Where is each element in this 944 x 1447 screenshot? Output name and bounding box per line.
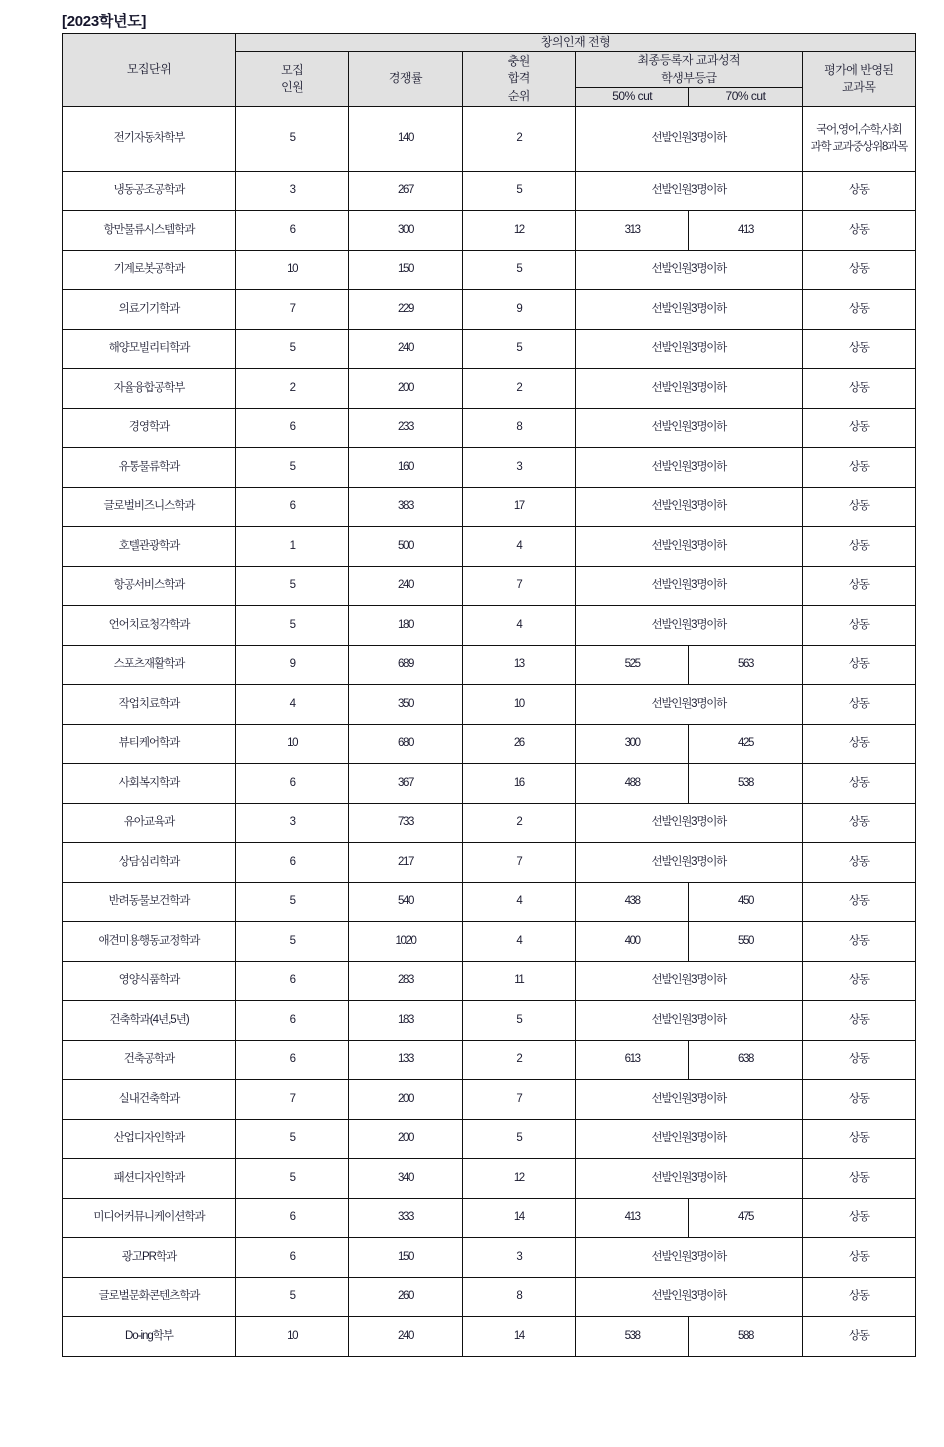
- table-row: [63, 1040, 916, 1080]
- cell-grade-note: 선발인원3명이하: [575, 448, 802, 488]
- cell-unit: 항공서비스학과: [63, 566, 236, 606]
- cell-unit: 글로벌문화콘텐츠학과: [63, 1277, 236, 1317]
- cell-fill-rank: 5: [462, 1119, 575, 1159]
- cell-quota: 7: [236, 290, 349, 330]
- table-row: [63, 803, 916, 843]
- cell-grade-note: 선발인원3명이하: [575, 606, 802, 646]
- cell-ratio: 180: [349, 606, 462, 646]
- table-row: [63, 1198, 916, 1238]
- cell-fill-rank: 4: [462, 527, 575, 567]
- cell-quota: 3: [236, 171, 349, 211]
- cell-quota: 7: [236, 1080, 349, 1120]
- table-row: [63, 1119, 916, 1159]
- cell-quota: 6: [236, 843, 349, 883]
- cell-grade-note: 선발인원3명이하: [575, 487, 802, 527]
- cell-subjects: 상동: [802, 1277, 915, 1317]
- cell-quota: 6: [236, 211, 349, 251]
- cell-unit: 기계로봇공학과: [63, 250, 236, 290]
- page-title: [2023학년도]: [62, 13, 147, 30]
- cell-unit: 글로벌비즈니스학과: [63, 487, 236, 527]
- cell-fill-rank: 7: [462, 843, 575, 883]
- cell-ratio: 217: [349, 843, 462, 883]
- cell-subjects: [802, 106, 915, 171]
- header-quota-line1: 모집: [281, 62, 304, 77]
- cell-fill-rank: 7: [462, 566, 575, 606]
- cell-quota: 5: [236, 606, 349, 646]
- header-rank-line3: 순위: [507, 88, 530, 103]
- cell-fill-rank: 11: [462, 961, 575, 1001]
- cell-fill-rank: 5: [462, 171, 575, 211]
- cell-unit: 해양모빌리티학과: [63, 329, 236, 369]
- cell-ratio: 733: [349, 803, 462, 843]
- cell-fill-rank: 2: [462, 1040, 575, 1080]
- cell-unit: 상담심리학과: [63, 843, 236, 883]
- table-row: [63, 250, 916, 290]
- cell-grade-note: 선발인원3명이하: [575, 250, 802, 290]
- cell-ratio: 350: [349, 685, 462, 725]
- cell-subjects: 상동: [802, 290, 915, 330]
- cell-quota: 10: [236, 1317, 349, 1357]
- cell-ratio: 150: [349, 250, 462, 290]
- table-row: [63, 1317, 916, 1357]
- cell-quota: 5: [236, 1119, 349, 1159]
- table-row: [63, 1159, 916, 1199]
- table-row: [63, 448, 916, 488]
- cell-unit: 전기자동차학부: [63, 106, 236, 171]
- cell-cut50: 300: [575, 724, 688, 764]
- cell-cut70: 588: [689, 1317, 802, 1357]
- cell-ratio: 367: [349, 764, 462, 804]
- cell-ratio: 689: [349, 645, 462, 685]
- cell-quota: 5: [236, 922, 349, 962]
- cell-unit: 뷰티케어학과: [63, 724, 236, 764]
- header-admission-type: 창의인재 전형: [236, 34, 916, 52]
- cell-fill-rank: 8: [462, 408, 575, 448]
- cell-subjects: 상동: [802, 211, 915, 251]
- cell-quota: 5: [236, 448, 349, 488]
- cell-subjects: 상동: [802, 1040, 915, 1080]
- cell-fill-rank: 17: [462, 487, 575, 527]
- cell-subjects: 상동: [802, 369, 915, 409]
- table-row: [63, 171, 916, 211]
- cell-grade-note: 선발인원3명이하: [575, 566, 802, 606]
- cell-subjects: 상동: [802, 1001, 915, 1041]
- cell-grade-note: 선발인원3명이하: [575, 408, 802, 448]
- cell-ratio: 233: [349, 408, 462, 448]
- cell-fill-rank: 2: [462, 803, 575, 843]
- cell-grade-note: 선발인원3명이하: [575, 961, 802, 1001]
- table-row: [63, 487, 916, 527]
- cell-ratio: 300: [349, 211, 462, 251]
- cell-fill-rank: 14: [462, 1317, 575, 1357]
- cell-unit: 호텔관광학과: [63, 527, 236, 567]
- cell-fill-rank: 4: [462, 882, 575, 922]
- cell-ratio: 540: [349, 882, 462, 922]
- cell-unit: 언어치료청각학과: [63, 606, 236, 646]
- table-row: [63, 527, 916, 567]
- cell-cut70: 563: [689, 645, 802, 685]
- cell-grade-note: 선발인원3명이하: [575, 1001, 802, 1041]
- cell-quota: 6: [236, 1040, 349, 1080]
- cell-ratio: 283: [349, 961, 462, 1001]
- cell-fill-rank: 9: [462, 290, 575, 330]
- cell-quota: 5: [236, 106, 349, 171]
- table-row: [63, 843, 916, 883]
- cell-quota: 6: [236, 961, 349, 1001]
- cell-unit: 애견미용행동교정학과: [63, 922, 236, 962]
- cell-ratio: 140: [349, 106, 462, 171]
- cell-subjects: 상동: [802, 724, 915, 764]
- cell-subjects: 상동: [802, 961, 915, 1001]
- cell-quota: 9: [236, 645, 349, 685]
- header-cut50: 50% cut: [575, 88, 688, 106]
- cell-fill-rank: 4: [462, 606, 575, 646]
- cell-quota: 5: [236, 329, 349, 369]
- cell-quota: 5: [236, 1159, 349, 1199]
- cell-cut70: 638: [689, 1040, 802, 1080]
- cell-ratio: 260: [349, 1277, 462, 1317]
- cell-quota: 5: [236, 882, 349, 922]
- table-row: [63, 408, 916, 448]
- cell-ratio: 240: [349, 566, 462, 606]
- table-row: [63, 106, 916, 171]
- cell-subjects: 상동: [802, 922, 915, 962]
- cell-unit: 의료기기학과: [63, 290, 236, 330]
- cell-ratio: 1020: [349, 922, 462, 962]
- header-row-1: [63, 34, 916, 52]
- cell-fill-rank: 4: [462, 922, 575, 962]
- cell-ratio: 240: [349, 1317, 462, 1357]
- cell-unit: Do-ing학부: [63, 1317, 236, 1357]
- cell-subjects: 상동: [802, 843, 915, 883]
- header-subject-line2: 교과목: [842, 79, 876, 94]
- cell-subjects: 상동: [802, 171, 915, 211]
- cell-fill-rank: 3: [462, 1238, 575, 1278]
- cell-fill-rank: 10: [462, 685, 575, 725]
- cell-ratio: 229: [349, 290, 462, 330]
- cell-cut50: 525: [575, 645, 688, 685]
- cell-quota: 6: [236, 1198, 349, 1238]
- cell-fill-rank: 3: [462, 448, 575, 488]
- cell-ratio: 267: [349, 171, 462, 211]
- cell-fill-rank: 5: [462, 329, 575, 369]
- header-score-line1: 최종등록자 교과성적: [637, 53, 741, 68]
- cell-cut70: 475: [689, 1198, 802, 1238]
- cell-ratio: 200: [349, 1119, 462, 1159]
- cell-subjects: 상동: [802, 566, 915, 606]
- cell-subjects: 상동: [802, 1119, 915, 1159]
- cell-unit: 경영학과: [63, 408, 236, 448]
- cell-unit: 산업디자인학과: [63, 1119, 236, 1159]
- cell-fill-rank: 8: [462, 1277, 575, 1317]
- cell-quota: 6: [236, 764, 349, 804]
- cell-unit: 영양식품학과: [63, 961, 236, 1001]
- table-row: [63, 290, 916, 330]
- cell-unit: 유통물류학과: [63, 448, 236, 488]
- cell-subjects: 상동: [802, 1317, 915, 1357]
- cell-subjects: 상동: [802, 803, 915, 843]
- cell-unit: 패션디자인학과: [63, 1159, 236, 1199]
- table-row: [63, 882, 916, 922]
- cell-cut50: 613: [575, 1040, 688, 1080]
- cell-fill-rank: 2: [462, 369, 575, 409]
- cell-grade-note: 선발인원3명이하: [575, 369, 802, 409]
- cell-subjects: 상동: [802, 882, 915, 922]
- cell-subjects: 상동: [802, 764, 915, 804]
- header-rank-line1: 충원: [507, 53, 530, 68]
- cell-grade-note: 선발인원3명이하: [575, 106, 802, 171]
- cell-ratio: 150: [349, 1238, 462, 1278]
- cell-unit: 미디어커뮤니케이션학과: [63, 1198, 236, 1238]
- cell-subjects: 상동: [802, 408, 915, 448]
- cell-grade-note: 선발인원3명이하: [575, 685, 802, 725]
- cell-ratio: 200: [349, 1080, 462, 1120]
- cell-fill-rank: 12: [462, 211, 575, 251]
- cell-unit: 스포츠재활학과: [63, 645, 236, 685]
- header-score-line2: 학생부등급: [661, 70, 717, 85]
- cell-cut50: 400: [575, 922, 688, 962]
- cell-grade-note: 선발인원3명이하: [575, 1080, 802, 1120]
- cell-fill-rank: 26: [462, 724, 575, 764]
- cell-grade-note: 선발인원3명이하: [575, 843, 802, 883]
- cell-quota: 5: [236, 1277, 349, 1317]
- cell-cut70: 413: [689, 211, 802, 251]
- header-cut70: 70% cut: [689, 88, 802, 106]
- cell-subjects: 상동: [802, 1198, 915, 1238]
- cell-unit: 건축공학과: [63, 1040, 236, 1080]
- cell-cut70: 550: [689, 922, 802, 962]
- cell-quota: 6: [236, 408, 349, 448]
- cell-cut50: 413: [575, 1198, 688, 1238]
- table-row: [63, 645, 916, 685]
- cell-subjects: 상동: [802, 1159, 915, 1199]
- cell-quota: 1: [236, 527, 349, 567]
- cell-quota: 10: [236, 250, 349, 290]
- cell-cut70: 538: [689, 764, 802, 804]
- cell-subjects: 상동: [802, 645, 915, 685]
- cell-subjects: 상동: [802, 448, 915, 488]
- cell-cut50: 488: [575, 764, 688, 804]
- cell-subjects: 상동: [802, 487, 915, 527]
- table-row: [63, 1080, 916, 1120]
- cell-unit: 사회복지학과: [63, 764, 236, 804]
- cell-ratio: 133: [349, 1040, 462, 1080]
- cell-cut70: 425: [689, 724, 802, 764]
- cell-cut50: 313: [575, 211, 688, 251]
- cell-fill-rank: 5: [462, 250, 575, 290]
- cell-grade-note: 선발인원3명이하: [575, 1277, 802, 1317]
- cell-cut50: 438: [575, 882, 688, 922]
- cell-subjects: 상동: [802, 1238, 915, 1278]
- table-row: [63, 724, 916, 764]
- table-row: [63, 329, 916, 369]
- cell-ratio: 200: [349, 369, 462, 409]
- cell-subjects: 상동: [802, 1080, 915, 1120]
- cell-quota: 2: [236, 369, 349, 409]
- cell-grade-note: 선발인원3명이하: [575, 171, 802, 211]
- table-row: [63, 566, 916, 606]
- cell-unit: 유아교육과: [63, 803, 236, 843]
- cell-quota: 10: [236, 724, 349, 764]
- header-rank-line2: 합격: [507, 71, 530, 86]
- cell-fill-rank: 13: [462, 645, 575, 685]
- admissions-table: [62, 33, 916, 1357]
- cell-grade-note: 선발인원3명이하: [575, 1119, 802, 1159]
- table-row: [63, 211, 916, 251]
- cell-quota: 6: [236, 487, 349, 527]
- cell-quota: 6: [236, 1001, 349, 1041]
- cell-fill-rank: 5: [462, 1001, 575, 1041]
- cell-quota: 3: [236, 803, 349, 843]
- cell-subjects: 상동: [802, 329, 915, 369]
- cell-fill-rank: 12: [462, 1159, 575, 1199]
- cell-grade-note: 선발인원3명이하: [575, 1238, 802, 1278]
- cell-fill-rank: 14: [462, 1198, 575, 1238]
- cell-unit: 자율융합공학부: [63, 369, 236, 409]
- cell-ratio: 383: [349, 487, 462, 527]
- cell-subjects-line2: 과학 교과중상위8과목: [810, 140, 907, 153]
- cell-grade-note: 선발인원3명이하: [575, 527, 802, 567]
- cell-quota: 4: [236, 685, 349, 725]
- cell-fill-rank: 2: [462, 106, 575, 171]
- cell-unit: 항만물류시스템학과: [63, 211, 236, 251]
- cell-ratio: 680: [349, 724, 462, 764]
- cell-ratio: 333: [349, 1198, 462, 1238]
- cell-unit: 냉동공조공학과: [63, 171, 236, 211]
- header-quota-line2: 인원: [281, 79, 304, 94]
- header-quota: [236, 52, 349, 106]
- cell-grade-note: 선발인원3명이하: [575, 290, 802, 330]
- header-final-grades: [575, 52, 802, 88]
- cell-subjects: 상동: [802, 606, 915, 646]
- cell-fill-rank: 7: [462, 1080, 575, 1120]
- cell-fill-rank: 16: [462, 764, 575, 804]
- table-row: [63, 1277, 916, 1317]
- cell-unit: 작업치료학과: [63, 685, 236, 725]
- cell-grade-note: 선발인원3명이하: [575, 329, 802, 369]
- table-body: [63, 106, 916, 1356]
- cell-quota: 5: [236, 566, 349, 606]
- table-row: [63, 764, 916, 804]
- header-unit: 모집단위: [63, 34, 236, 107]
- cell-quota: 6: [236, 1238, 349, 1278]
- table-row: [63, 606, 916, 646]
- table-row: [63, 369, 916, 409]
- cell-subjects-line1: 국어,영어,수학,사회: [816, 123, 902, 136]
- header-competition-ratio: 경쟁률: [349, 52, 462, 106]
- cell-ratio: 500: [349, 527, 462, 567]
- cell-unit: 건축학과(4년,5년): [63, 1001, 236, 1041]
- cell-subjects: 상동: [802, 527, 915, 567]
- cell-cut70: 450: [689, 882, 802, 922]
- header-fill-rank: [462, 52, 575, 106]
- cell-ratio: 160: [349, 448, 462, 488]
- header-subject-line1: 평가에 반영된: [824, 62, 894, 77]
- cell-grade-note: 선발인원3명이하: [575, 1159, 802, 1199]
- table-row: [63, 922, 916, 962]
- cell-cut50: 538: [575, 1317, 688, 1357]
- cell-grade-note: 선발인원3명이하: [575, 803, 802, 843]
- table-header: [63, 34, 916, 107]
- cell-ratio: 340: [349, 1159, 462, 1199]
- cell-subjects: 상동: [802, 685, 915, 725]
- header-reflected-subjects: [802, 52, 915, 106]
- table-row: [63, 685, 916, 725]
- cell-unit: 실내건축학과: [63, 1080, 236, 1120]
- cell-ratio: 240: [349, 329, 462, 369]
- cell-unit: 광고PR학과: [63, 1238, 236, 1278]
- cell-unit: 반려동물보건학과: [63, 882, 236, 922]
- table-row: [63, 1238, 916, 1278]
- table-row: [63, 1001, 916, 1041]
- cell-ratio: 183: [349, 1001, 462, 1041]
- table-row: [63, 961, 916, 1001]
- cell-subjects: 상동: [802, 250, 915, 290]
